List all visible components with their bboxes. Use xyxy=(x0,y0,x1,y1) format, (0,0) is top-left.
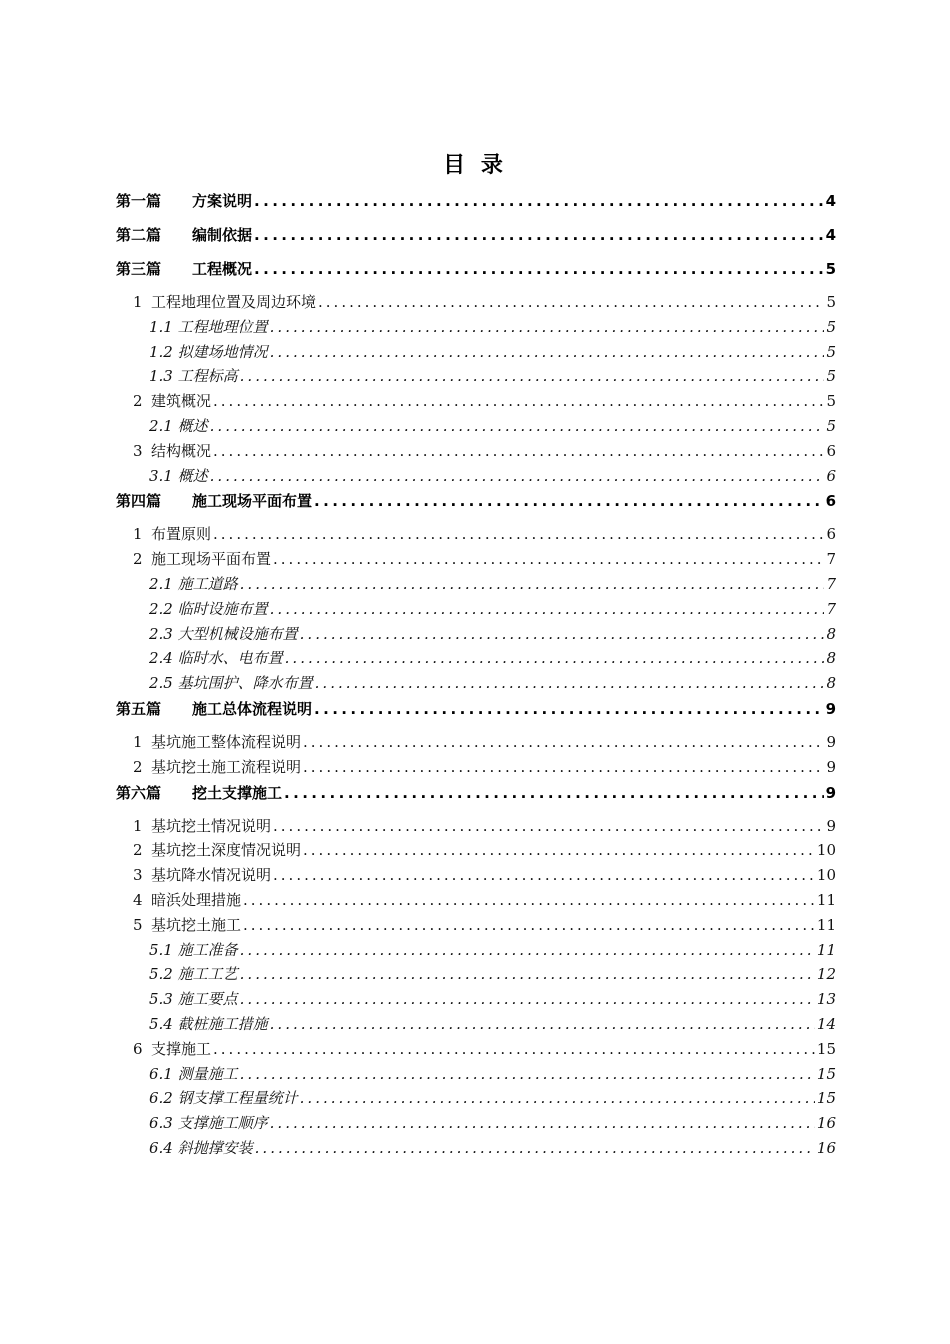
toc-entry-text: 工程概况 xyxy=(192,260,253,278)
toc-leader-dots xyxy=(314,696,824,722)
toc-entry-text: 基坑挖土情况说明 xyxy=(151,816,272,835)
toc-leader-dots xyxy=(318,290,824,315)
toc-leader-dots xyxy=(303,755,824,780)
toc-entry-text: 临时水、电布置 xyxy=(177,649,283,668)
toc-page-number: 6 xyxy=(825,492,836,511)
toc-entry-text: 施工总体流程说明 xyxy=(192,699,313,718)
toc-entry-label xyxy=(149,1012,268,1037)
toc-entry-number: 4 xyxy=(133,890,143,909)
toc-entry-text: 基坑降水情况说明 xyxy=(151,866,272,885)
toc-entry-label xyxy=(149,1086,298,1111)
toc-entry-label xyxy=(149,1111,268,1136)
toc-leader-dots xyxy=(213,389,824,414)
toc-leader-dots xyxy=(210,464,825,489)
toc-entry-text: 施工要点 xyxy=(177,990,238,1009)
toc-page-number: 7 xyxy=(826,574,836,593)
toc-entry-number: 3 xyxy=(133,866,143,885)
toc-entry-number: 5.3 xyxy=(149,990,173,1009)
toc-page-number: 11 xyxy=(816,940,836,959)
toc-entry-number: 2 xyxy=(133,392,143,411)
toc-entry-text: 编制依据 xyxy=(192,226,253,244)
toc-entry-level3[interactable] xyxy=(116,1086,836,1111)
toc-entry-label xyxy=(133,547,271,572)
toc-entry-number: 6.2 xyxy=(149,1089,173,1108)
toc-entry-label xyxy=(149,987,238,1012)
toc-leader-dots xyxy=(284,780,824,806)
toc-entry-level2[interactable] xyxy=(116,863,836,888)
toc-entry-level3[interactable] xyxy=(116,1012,836,1037)
toc-leader-dots xyxy=(213,1037,815,1062)
toc-page-number: 16 xyxy=(816,1114,836,1133)
toc-leader-dots xyxy=(270,597,825,622)
toc-entry-label xyxy=(116,488,312,514)
toc-leader-dots xyxy=(270,1111,815,1136)
toc-entry-level3[interactable] xyxy=(116,464,836,489)
toc-page-number: 4 xyxy=(825,192,836,210)
toc-leader-dots xyxy=(300,622,825,647)
toc-entry-text: 施工准备 xyxy=(177,940,238,959)
toc-entry-level2[interactable] xyxy=(116,547,836,572)
toc-page-number: 9 xyxy=(825,783,836,802)
toc-entry-level1[interactable] xyxy=(116,780,836,814)
toc-page-number: 10 xyxy=(816,866,836,885)
toc-page-number: 5 xyxy=(826,392,836,411)
toc-leader-dots xyxy=(285,646,825,671)
toc-leader-dots xyxy=(315,671,825,696)
toc-entry-number: 1.2 xyxy=(149,342,173,361)
toc-entry-text: 基坑围护、降水布置 xyxy=(177,674,313,693)
toc-entry-number: 2.3 xyxy=(149,624,173,643)
toc-entry-level3[interactable] xyxy=(116,597,836,622)
table-of-contents xyxy=(116,188,836,1161)
toc-entry-level2[interactable] xyxy=(116,1037,836,1062)
toc-leader-dots xyxy=(240,572,825,597)
toc-entry-label xyxy=(133,522,211,547)
toc-entry-number: 2.5 xyxy=(149,674,173,693)
toc-leader-dots xyxy=(270,340,825,365)
toc-leader-dots xyxy=(270,1012,815,1037)
toc-entry-text: 结构概况 xyxy=(151,441,212,460)
toc-entry-text: 工程标高 xyxy=(177,367,238,386)
toc-leader-dots xyxy=(213,439,824,464)
toc-page-number: 15 xyxy=(816,1064,836,1083)
toc-entry-text: 基坑挖土深度情况说明 xyxy=(151,841,302,860)
toc-entry-number: 2 xyxy=(133,841,143,860)
toc-entry-label xyxy=(133,439,211,464)
toc-entry-level3[interactable] xyxy=(116,414,836,439)
toc-entry-level2[interactable] xyxy=(116,290,836,315)
toc-entry-text: 施工道路 xyxy=(177,574,238,593)
toc-entry-level3[interactable] xyxy=(116,315,836,340)
toc-leader-dots xyxy=(254,222,824,248)
toc-page-number: 5 xyxy=(826,317,836,336)
toc-entry-text: 工程地理位置 xyxy=(177,317,268,336)
toc-entry-label xyxy=(149,414,208,439)
toc-entry-label xyxy=(133,290,316,315)
toc-entry-label xyxy=(133,755,301,780)
toc-entry-text: 截桩施工措施 xyxy=(177,1014,268,1033)
toc-entry-text: 临时设施布置 xyxy=(177,599,268,618)
toc-entry-label xyxy=(149,1062,238,1087)
toc-entry-number: 5.4 xyxy=(149,1014,173,1033)
toc-entry-number: 第二篇 xyxy=(116,226,162,244)
toc-entry-number: 6.3 xyxy=(149,1114,173,1133)
toc-entry-text: 支撑施工顺序 xyxy=(177,1114,268,1133)
toc-entry-text: 基坑挖土施工流程说明 xyxy=(151,757,302,776)
toc-entry-label xyxy=(149,340,268,365)
toc-entry-label xyxy=(133,814,271,839)
toc-leader-dots xyxy=(300,1086,815,1111)
toc-entry-number: 6.4 xyxy=(149,1138,173,1157)
toc-entry-text: 施工工艺 xyxy=(177,965,238,984)
toc-entry-level3[interactable] xyxy=(116,622,836,647)
toc-entry-level2[interactable] xyxy=(116,913,836,938)
toc-entry-label xyxy=(149,1136,253,1161)
toc-entry-label xyxy=(133,838,301,863)
toc-entry-label xyxy=(133,1037,211,1062)
toc-entry-text: 支撑施工 xyxy=(151,1039,212,1058)
toc-entry-label xyxy=(116,188,252,214)
toc-entry-level2[interactable] xyxy=(116,439,836,464)
toc-leader-dots xyxy=(213,522,824,547)
toc-title: 目 录 xyxy=(443,153,507,178)
toc-leader-dots xyxy=(243,888,815,913)
toc-entry-text: 挖土支撑施工 xyxy=(192,783,283,802)
toc-entry-number: 1 xyxy=(133,732,143,751)
toc-entry-label xyxy=(149,938,238,963)
toc-entry-label xyxy=(133,888,241,913)
toc-entry-level3[interactable] xyxy=(116,671,836,696)
toc-entry-level3[interactable] xyxy=(116,646,836,671)
toc-entry-number: 2 xyxy=(133,550,143,569)
toc-page-number: 6 xyxy=(826,466,836,485)
toc-entry-label xyxy=(149,315,268,340)
toc-entry-number: 5 xyxy=(133,915,143,934)
toc-leader-dots xyxy=(240,987,815,1012)
toc-entry-label xyxy=(149,364,238,389)
toc-entry-number: 6 xyxy=(133,1039,143,1058)
toc-entry-text: 方案说明 xyxy=(192,192,253,210)
toc-page-number: 9 xyxy=(826,757,836,776)
toc-entry-label xyxy=(149,671,313,696)
toc-entry-text: 基坑施工整体流程说明 xyxy=(151,732,302,751)
toc-page-number: 4 xyxy=(825,226,836,244)
toc-entry-level2[interactable] xyxy=(116,730,836,755)
toc-leader-dots xyxy=(254,188,824,214)
toc-entry-label xyxy=(133,863,271,888)
toc-entry-text: 概述 xyxy=(177,466,208,485)
toc-leader-dots xyxy=(273,547,824,572)
toc-page-number: 16 xyxy=(816,1138,836,1157)
toc-entry-number: 1.1 xyxy=(149,317,173,336)
toc-entry-label xyxy=(116,696,312,722)
toc-leader-dots xyxy=(240,962,815,987)
toc-entry-text: 施工现场平面布置 xyxy=(151,550,272,569)
toc-page-number: 8 xyxy=(826,649,836,668)
toc-entry-number: 第五篇 xyxy=(116,699,162,718)
toc-page-number: 6 xyxy=(826,441,836,460)
toc-entry-number: 5.1 xyxy=(149,940,173,959)
toc-entry-level3[interactable] xyxy=(116,987,836,1012)
toc-leader-dots xyxy=(210,414,825,439)
toc-entry-label xyxy=(133,389,211,414)
toc-entry-number: 6.1 xyxy=(149,1064,173,1083)
toc-page-number: 5 xyxy=(825,260,836,278)
toc-entry-label xyxy=(116,222,252,248)
toc-entry-number: 第三篇 xyxy=(116,260,162,278)
toc-entry-number: 第六篇 xyxy=(116,783,162,802)
toc-leader-dots xyxy=(303,838,815,863)
toc-entry-text: 建筑概况 xyxy=(151,392,212,411)
toc-leader-dots xyxy=(254,256,824,282)
toc-entry-label xyxy=(133,913,241,938)
toc-entry-number: 3 xyxy=(133,441,143,460)
toc-entry-number: 2.1 xyxy=(149,416,173,435)
toc-entry-level2[interactable] xyxy=(116,888,836,913)
toc-entry-text: 概述 xyxy=(177,416,208,435)
toc-entry-label xyxy=(133,730,301,755)
toc-entry-text: 基坑挖土施工 xyxy=(151,915,242,934)
toc-leader-dots xyxy=(240,364,825,389)
toc-leader-dots xyxy=(240,1062,815,1087)
toc-entry-label xyxy=(116,780,282,806)
toc-entry-level3[interactable] xyxy=(116,962,836,987)
toc-page-number: 8 xyxy=(826,624,836,643)
toc-page-number: 11 xyxy=(816,915,836,934)
toc-entry-level2[interactable] xyxy=(116,814,836,839)
toc-entry-level3[interactable] xyxy=(116,364,836,389)
toc-entry-number: 3.1 xyxy=(149,466,173,485)
toc-page-number: 5 xyxy=(826,416,836,435)
toc-entry-level1[interactable] xyxy=(116,256,836,290)
toc-entry-label xyxy=(149,572,238,597)
toc-page-number: 7 xyxy=(826,599,836,618)
toc-entry-number: 1 xyxy=(133,525,143,544)
toc-entry-text: 拟建场地情况 xyxy=(177,342,268,361)
toc-entry-level2[interactable] xyxy=(116,389,836,414)
toc-page-number: 10 xyxy=(816,841,836,860)
toc-entry-level1[interactable] xyxy=(116,696,836,730)
toc-page-number: 9 xyxy=(826,732,836,751)
toc-entry-number: 第一篇 xyxy=(116,192,162,210)
toc-entry-level2[interactable] xyxy=(116,522,836,547)
toc-entry-level1[interactable] xyxy=(116,488,836,522)
toc-entry-label xyxy=(116,256,252,282)
toc-entry-text: 布置原则 xyxy=(151,525,212,544)
toc-page-number: 5 xyxy=(826,293,836,311)
toc-entry-number: 2.2 xyxy=(149,599,173,618)
toc-entry-level1[interactable] xyxy=(116,222,836,256)
toc-page-number: 8 xyxy=(826,674,836,693)
toc-entry-number: 2 xyxy=(133,757,143,776)
toc-entry-text: 施工现场平面布置 xyxy=(192,492,313,511)
toc-entry-text: 钢支撑工程量统计 xyxy=(177,1089,298,1108)
toc-page-number: 5 xyxy=(826,367,836,386)
toc-entry-level3[interactable] xyxy=(116,572,836,597)
toc-entry-level2[interactable] xyxy=(116,838,836,863)
toc-entry-label xyxy=(149,464,208,489)
toc-entry-level3[interactable] xyxy=(116,1136,836,1161)
toc-entry-number: 1 xyxy=(133,816,143,835)
toc-leader-dots xyxy=(314,488,824,514)
toc-entry-number: 2.4 xyxy=(149,649,173,668)
toc-leader-dots xyxy=(255,1136,815,1161)
toc-page-number: 13 xyxy=(816,990,836,1009)
toc-entry-text: 暗浜处理措施 xyxy=(151,890,242,909)
toc-page-number: 15 xyxy=(816,1089,836,1108)
toc-entry-level3[interactable] xyxy=(116,340,836,365)
toc-entry-text: 斜抛撑安装 xyxy=(177,1138,253,1157)
toc-leader-dots xyxy=(273,863,815,888)
toc-entry-level3[interactable] xyxy=(116,1062,836,1087)
toc-entry-text: 工程地理位置及周边环境 xyxy=(151,293,317,311)
toc-entry-text: 大型机械设施布置 xyxy=(177,624,298,643)
toc-entry-level3[interactable] xyxy=(116,938,836,963)
toc-entry-level1[interactable] xyxy=(116,188,836,222)
toc-entry-level3[interactable] xyxy=(116,1111,836,1136)
toc-entry-level2[interactable] xyxy=(116,755,836,780)
toc-page-number: 9 xyxy=(826,816,836,835)
toc-entry-label xyxy=(149,622,298,647)
toc-page-number: 6 xyxy=(826,525,836,544)
toc-entry-number: 1 xyxy=(133,293,143,311)
toc-entry-label xyxy=(149,646,283,671)
toc-entry-number: 1.3 xyxy=(149,367,173,386)
toc-entry-number: 5.2 xyxy=(149,965,173,984)
toc-page-number: 5 xyxy=(826,342,836,361)
toc-entry-label xyxy=(149,962,238,987)
toc-leader-dots xyxy=(270,315,825,340)
toc-page-number: 9 xyxy=(825,699,836,718)
toc-leader-dots xyxy=(303,730,824,755)
toc-page-number: 14 xyxy=(816,1014,836,1033)
toc-leader-dots xyxy=(273,814,824,839)
toc-page-number: 12 xyxy=(816,965,836,984)
toc-entry-number: 2.1 xyxy=(149,574,173,593)
toc-page-number: 11 xyxy=(816,890,836,909)
toc-page-number: 15 xyxy=(816,1039,836,1058)
toc-leader-dots xyxy=(240,938,815,963)
toc-entry-text: 测量施工 xyxy=(177,1064,238,1083)
toc-leader-dots xyxy=(243,913,815,938)
toc-entry-number: 第四篇 xyxy=(116,492,162,511)
toc-entry-label xyxy=(149,597,268,622)
toc-page-number: 7 xyxy=(826,550,836,569)
